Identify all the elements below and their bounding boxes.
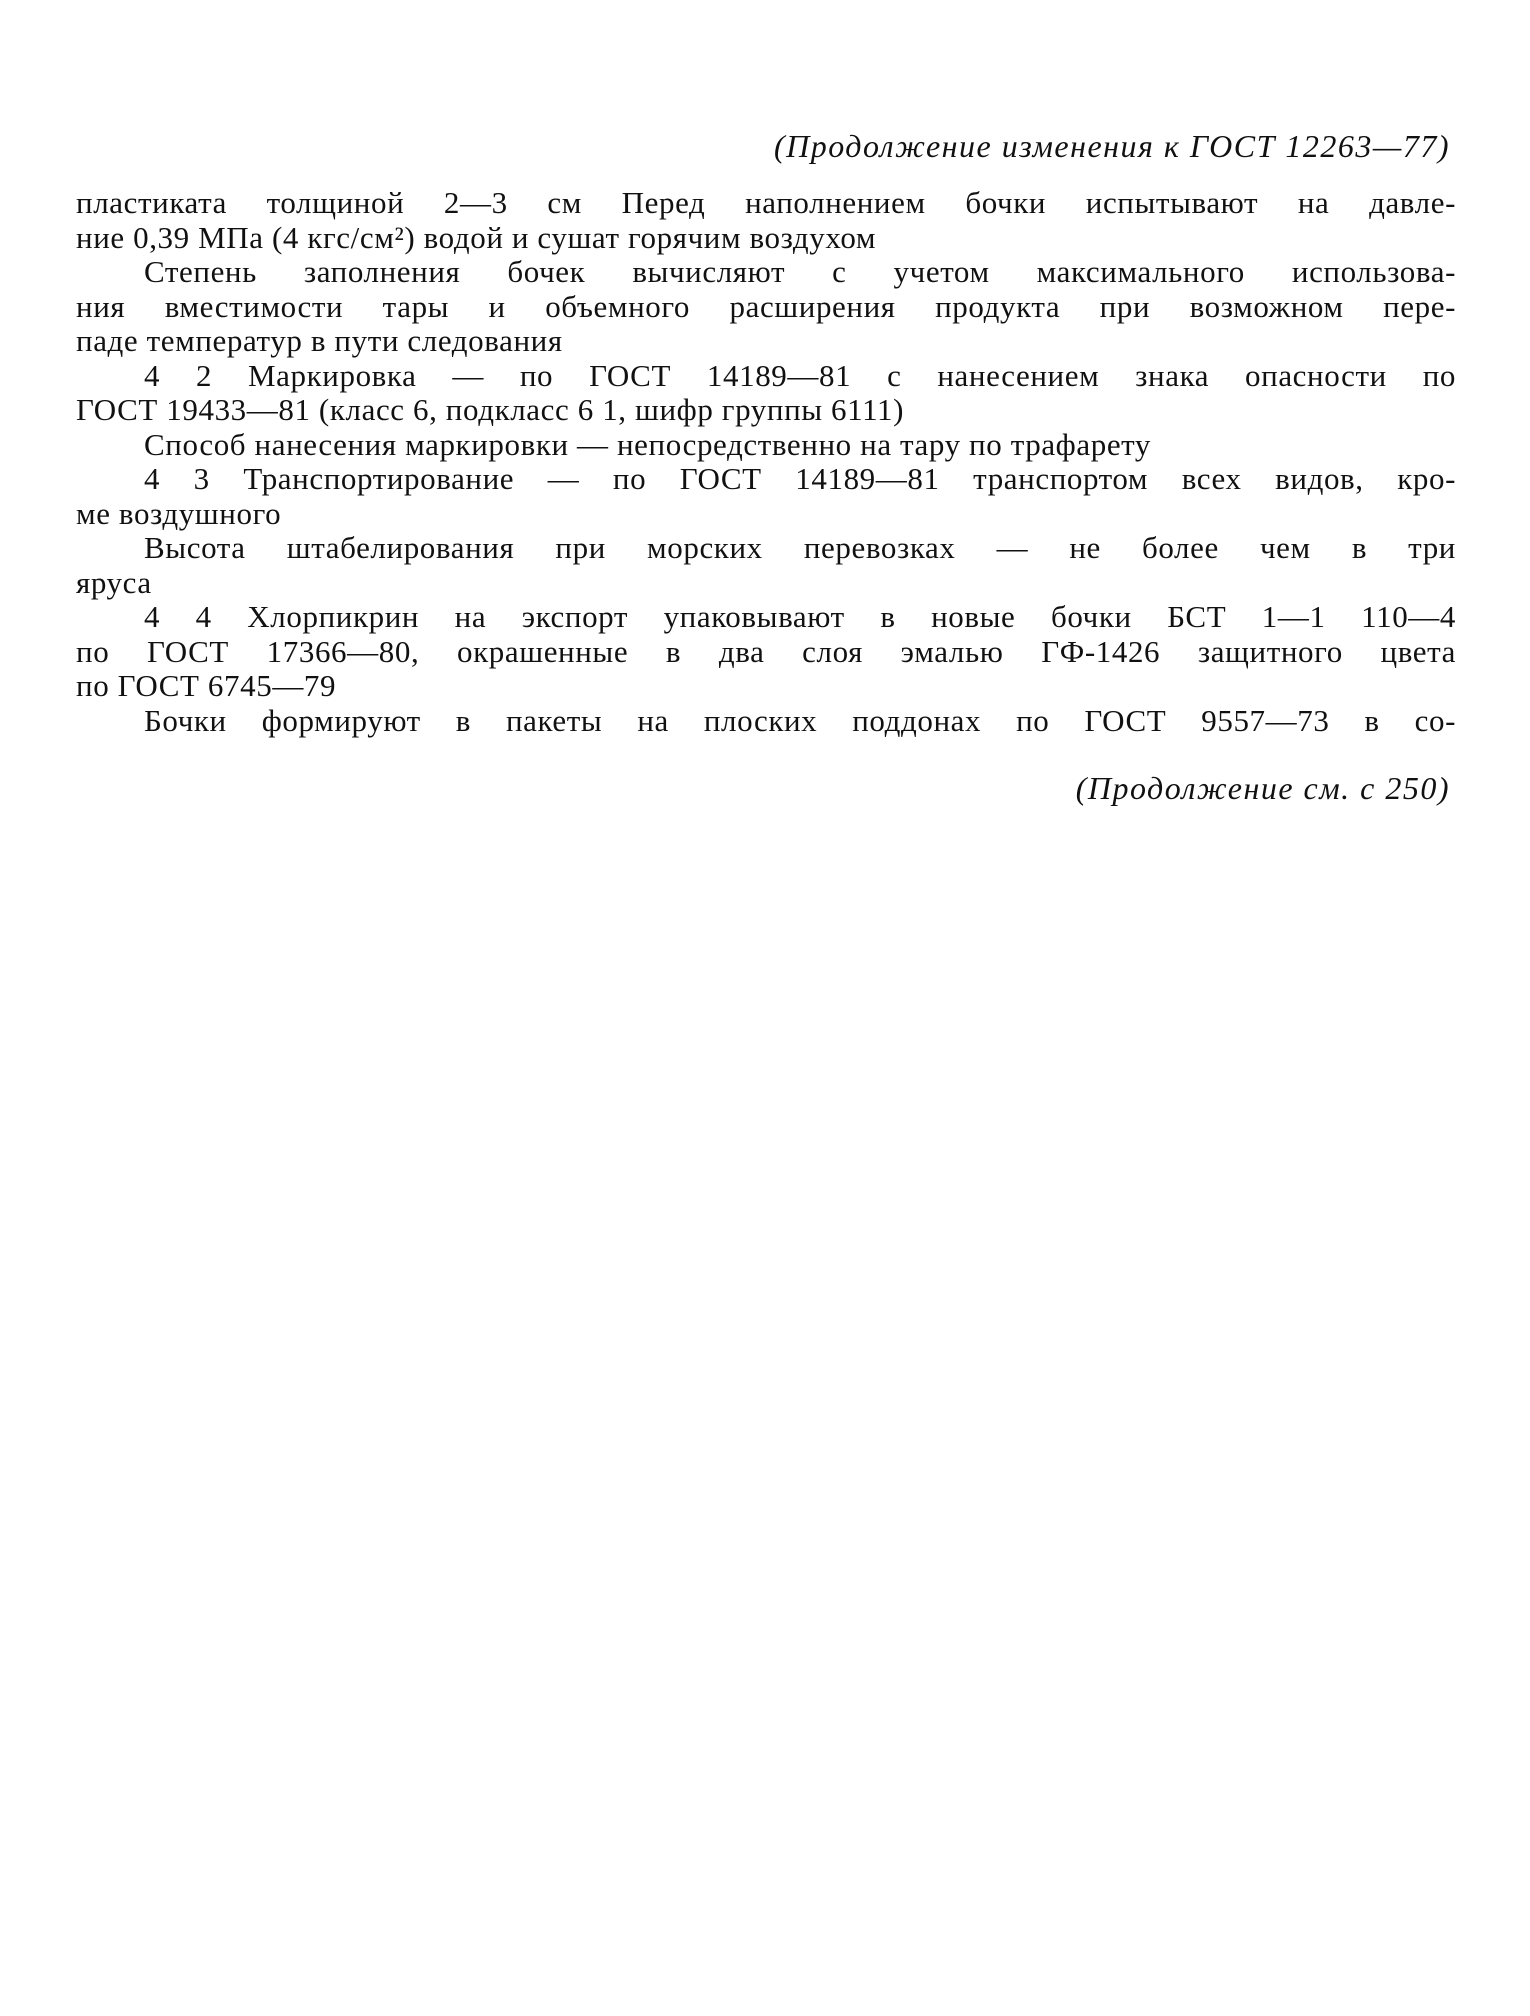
- text-line: ГОСТ 19433—81 (класс 6, подкласс 6 1, шифр группы 6111): [76, 392, 905, 427]
- text-line: по ГОСТ 6745—79: [76, 668, 337, 703]
- text-line: Высота штабелирования при морских перевозках — не более чем в три: [144, 530, 1456, 565]
- text-line: 4 4 Хлорпикрин на экспорт упаковывают в новые бочки БСТ 1—1 110—4: [144, 599, 1456, 634]
- text-line: паде температур в пути следования: [76, 323, 563, 358]
- text-line: пластиката толщиной 2—3 см Перед наполнением бочки испытывают на давле-: [76, 185, 1456, 220]
- text-line: ние 0,39 МПа (4 кгс/см²) водой и сушат горячим воздухом: [76, 219, 877, 255]
- continuation-footer: (Продолжение см. с 250): [1075, 770, 1450, 806]
- text-line: 4 3 Транспортирование — по ГОСТ 14189—81 транспортом всех видов, кро-: [144, 461, 1456, 496]
- text-line: Бочки формируют в пакеты на плоских поддонах по ГОСТ 9557—73 в со-: [144, 702, 1456, 738]
- continuation-header: (Продолжение изменения к ГОСТ 12263—77): [773, 128, 1450, 164]
- text-line: яруса: [76, 564, 152, 600]
- text-line: ме воздушного: [76, 495, 282, 531]
- body-text: [76, 186, 1456, 738]
- text-line: по ГОСТ 17366—80, окрашенные в два слоя эмалью ГФ-1426 защитного цвета: [76, 633, 1456, 669]
- text-line: Степень заполнения бочек вычисляют с учетом максимального использова-: [144, 254, 1456, 289]
- text-line: 4 2 Маркировка — по ГОСТ 14189—81 с нанесением знака опасности по: [144, 357, 1456, 393]
- text-line: ния вместимости тары и объемного расширения продукта при возможном пере-: [76, 288, 1456, 324]
- text-line: Способ нанесения маркировки — непосредственно на тару по трафарету: [144, 426, 1152, 462]
